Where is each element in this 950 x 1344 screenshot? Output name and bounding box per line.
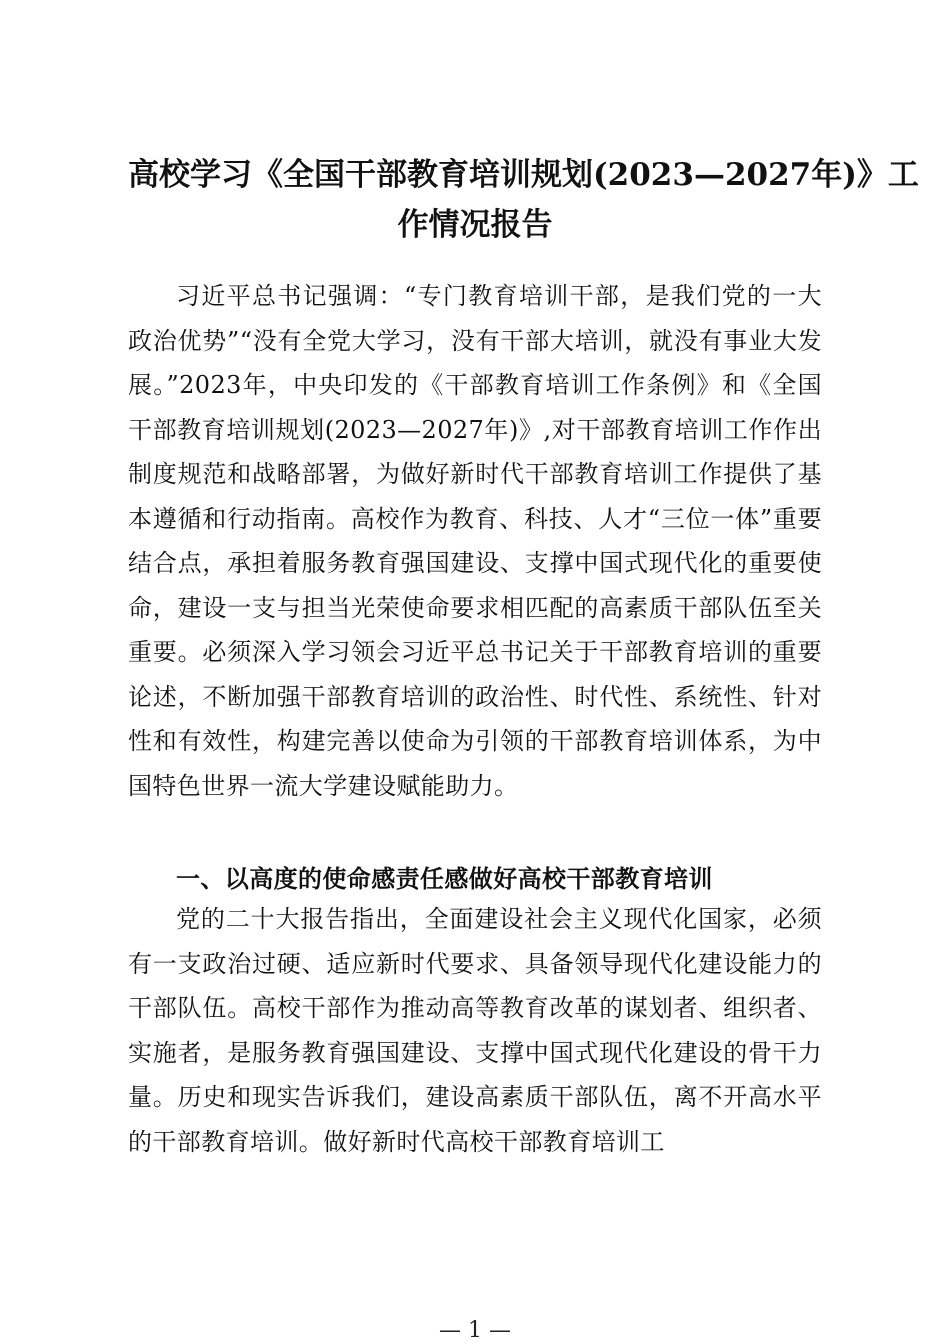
page-number: — 1 — <box>439 1318 511 1343</box>
document-title <box>128 150 919 250</box>
section-1-paragraph: 党的二十大报告指出，全面建设社会主义现代化国家，必须有一支政治过硬、适应新时代要求、具备领导现代化建设能力的干部队伍。高校干部作为推动高等教育改革的谋划者、组织者、实施者，是服务教育强国建设、支撑中国式现代化建设的骨干力量。历史和现实告诉我们，建设高素质干部队伍，离不开高水平的干部教育培训。做好新时代高校干部教育培训工 <box>128 905 822 1156</box>
document-title-line1: 高校学习《全国干部教育培训规划(2023—2027年)》工 <box>128 157 919 193</box>
document-title-line2: 作情况报告 <box>397 207 553 243</box>
intro-paragraph: 习近平总书记强调：“专门教育培训干部，是我们党的一大政治优势”“没有全党大学习，没有干部大培训，就没有事业大发展。”2023年，中央印发的《干部教育培训工作条例》和《全国干部教育培训规划(2023—2027年)》,对干部教育培训工作作出制度规范和战略部署，为做好新时代干部教育培训工作提供了基本遵循和行动指南。高校作为教育、科技、人才“三位一体”重要结合点，承担着服务教育强国建设、支撑中国式现代化的重要使命，建设一支与担当光荣使命要求相匹配的高素质干部队伍至关重要。必须深入学习领会习近平总书记关于干部教育培训的重要论述，不断加强干部教育培训的政治性、时代性、系统性、针对性和有效性，构建完善以使命为引领的干部教育培训体系，为中国特色世界一流大学建设赋能助力。 <box>128 282 822 800</box>
section-heading-1: 一、以高度的使命感责任感做好高校干部教育培训 <box>176 865 713 893</box>
